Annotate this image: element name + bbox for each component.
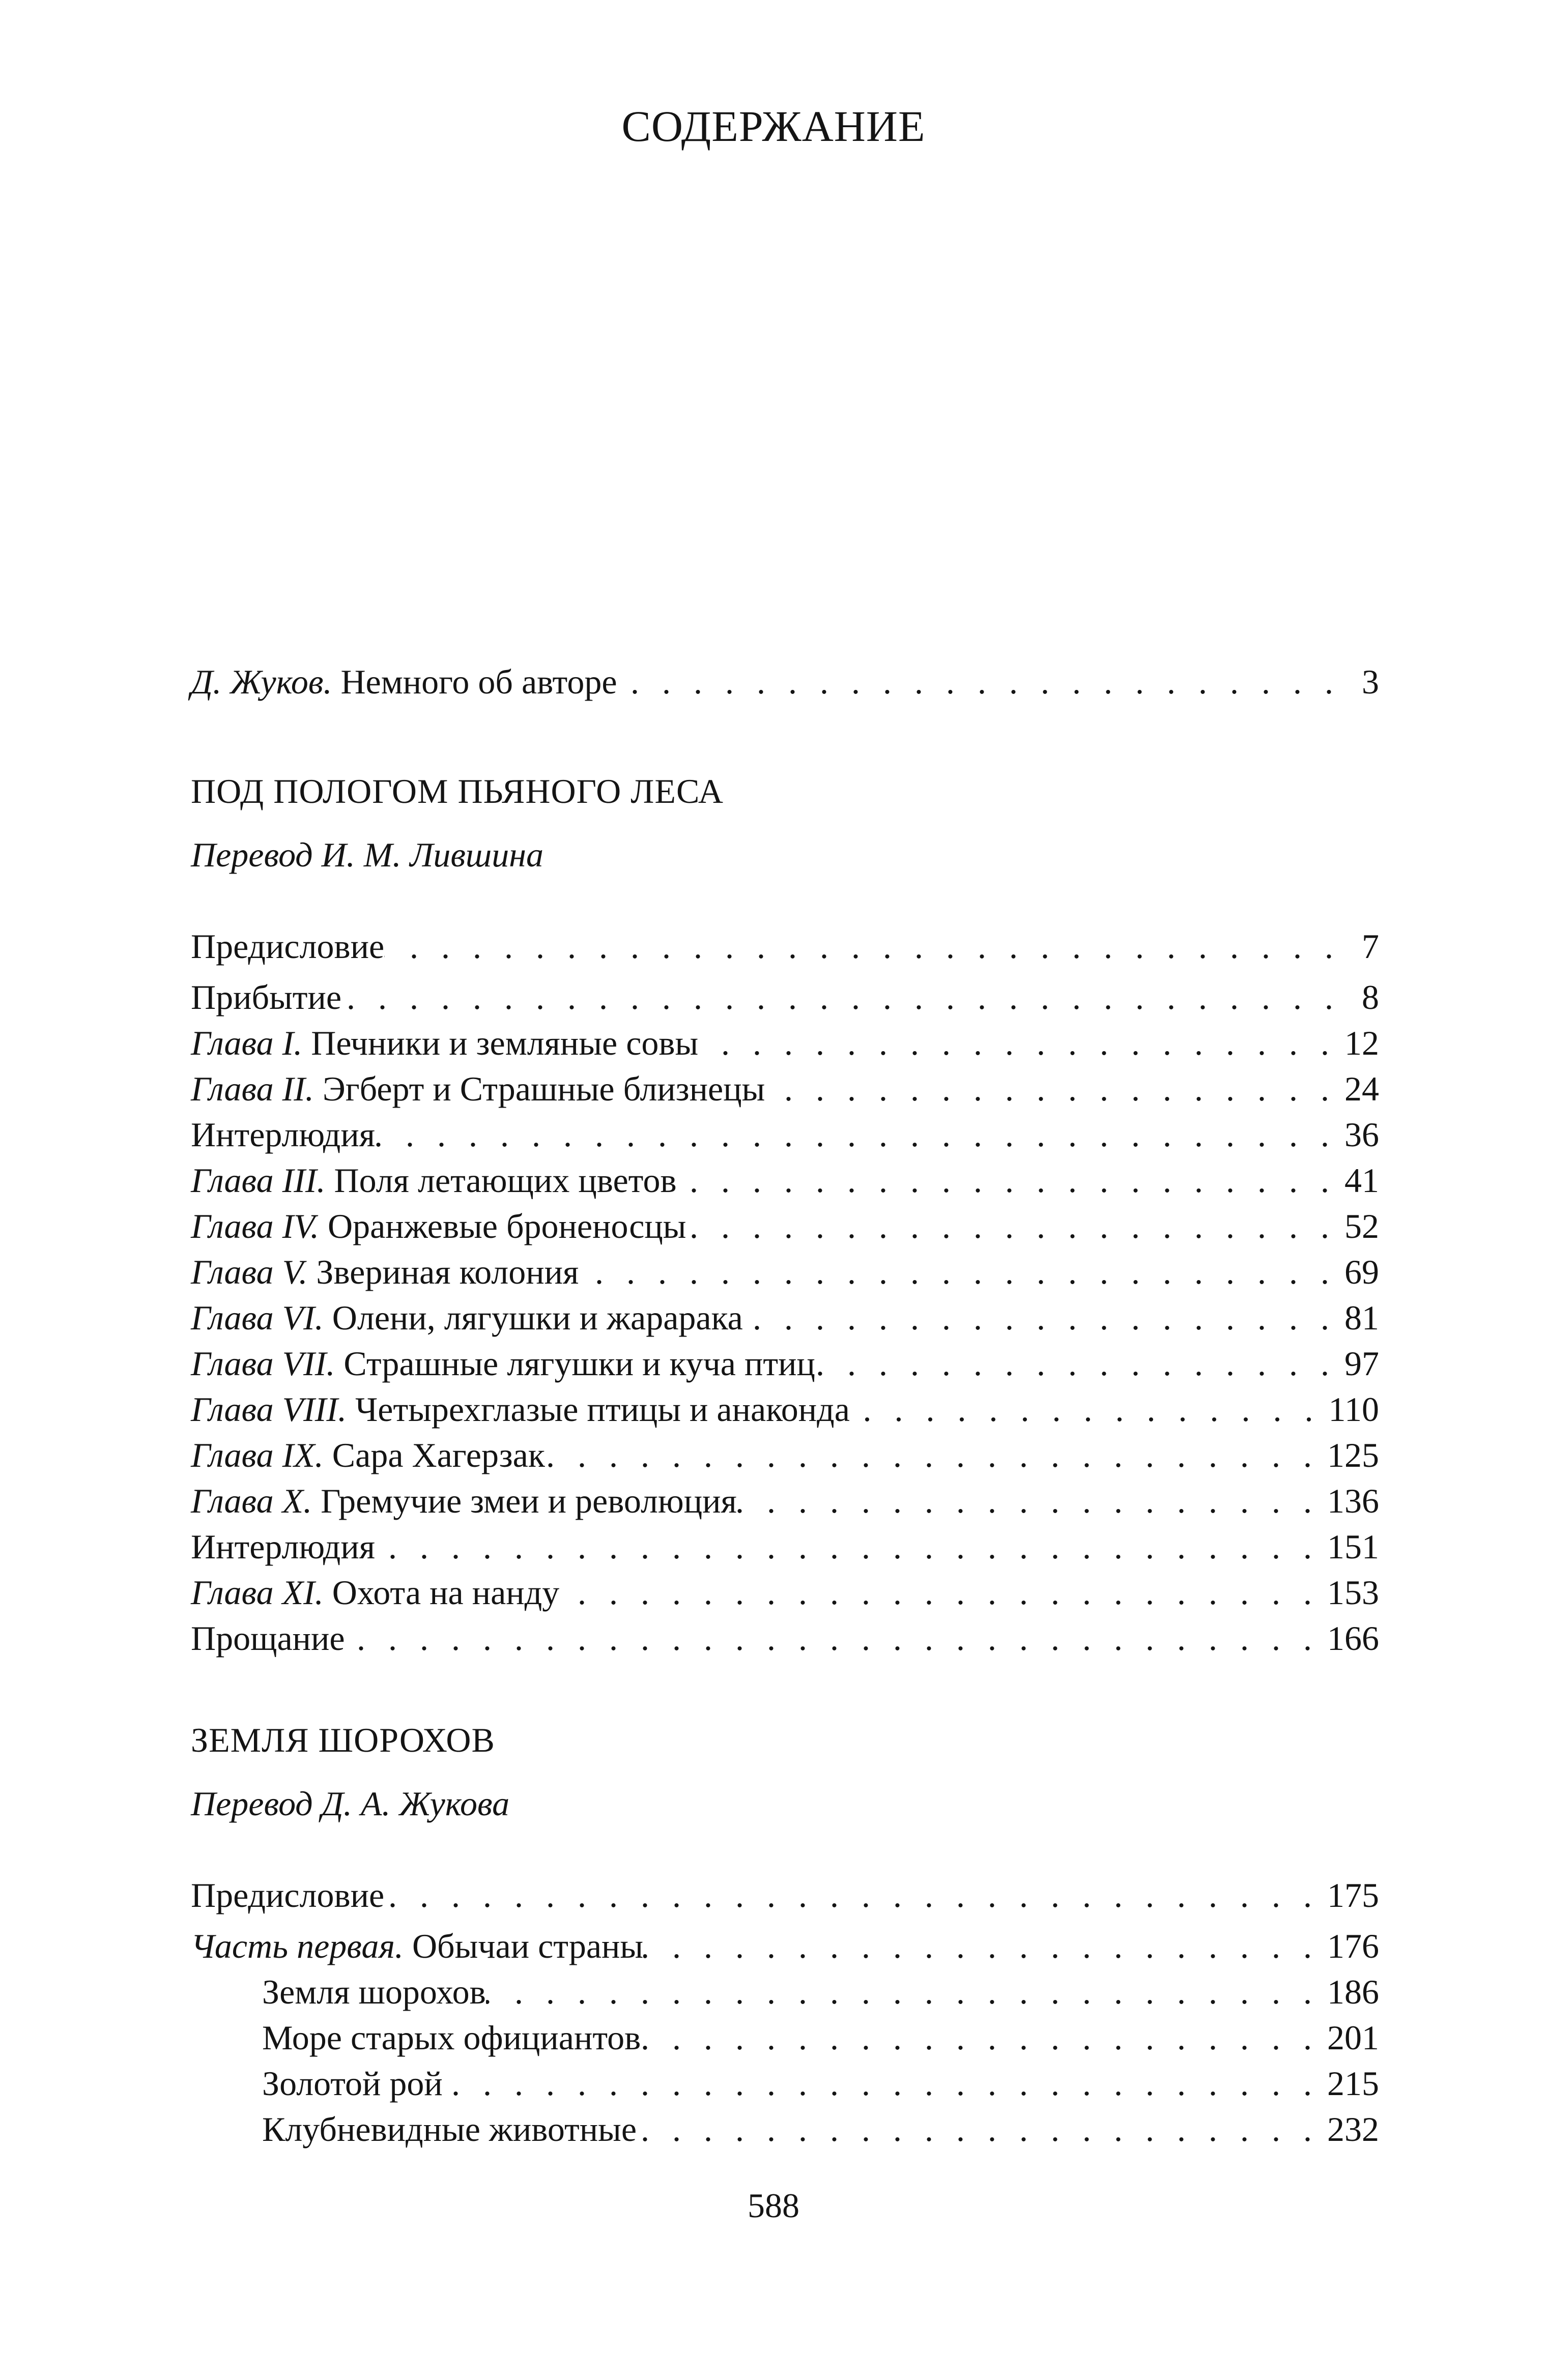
section-translator: Перевод И. М. Лившина <box>191 835 543 874</box>
dot-leader <box>579 1249 1344 1295</box>
toc-entry-intro <box>191 659 1379 705</box>
entry-title: Земля шорохов <box>262 1972 486 2011</box>
entry-page-number: 52 <box>1344 1207 1379 1245</box>
entry-author: Д. Жуков. <box>191 662 332 701</box>
entry-label <box>191 1570 559 1615</box>
entry-title: Прощание <box>191 1619 345 1658</box>
entry-title: Золотой рой <box>262 2064 443 2103</box>
entry-prefix: Глава VI. <box>191 1298 324 1337</box>
dot-leader <box>384 923 1349 969</box>
entry-page-number: 201 <box>1327 2018 1379 2057</box>
entry-label <box>191 1969 486 2015</box>
dot-leader <box>737 1478 1327 1524</box>
entry-page-number: 175 <box>1327 1876 1379 1914</box>
entry-title: Предисловие <box>191 927 385 966</box>
dot-leader <box>559 1570 1327 1615</box>
entry-label <box>191 1249 579 1295</box>
entry-page-number: 153 <box>1327 1573 1379 1612</box>
entry-label <box>191 1615 345 1661</box>
entry-title: Прибытие <box>191 978 342 1017</box>
page-title: СОДЕРЖАНИЕ <box>621 102 926 151</box>
entry-title: Обычаи страны <box>412 1927 644 1965</box>
entry-page-number: 97 <box>1344 1344 1379 1383</box>
entry-prefix: Глава VIII. <box>191 1390 347 1429</box>
entry-label <box>191 1295 743 1341</box>
entry-prefix: Часть первая. <box>191 1927 404 1965</box>
dot-leader <box>765 1066 1344 1112</box>
toc-entry <box>191 1478 1379 1524</box>
dot-leader <box>743 1295 1344 1341</box>
entry-title: Гремучие змеи и революция <box>321 1482 737 1520</box>
toc-entry <box>191 1872 1379 1918</box>
entry-label <box>191 1203 686 1249</box>
entry-label <box>191 1478 737 1524</box>
entry-label <box>191 1432 545 1478</box>
entry-title: Звериная колония <box>316 1253 579 1291</box>
dot-leader <box>698 1020 1344 1066</box>
entry-page-number: 81 <box>1344 1298 1379 1337</box>
entry-prefix: Глава IV. <box>191 1207 320 1245</box>
dot-leader <box>375 1524 1327 1570</box>
entry-page-number: 110 <box>1328 1390 1379 1429</box>
dot-leader <box>643 1923 1327 1969</box>
entry-title: Интерлюдия <box>191 1527 376 1566</box>
entry-prefix: Глава I. <box>191 1024 303 1062</box>
toc-entry <box>191 1524 1379 1570</box>
entry-label <box>191 1872 384 1918</box>
entry-title: Эгберт и Страшные близнецы <box>322 1069 765 1108</box>
dot-leader <box>486 1969 1327 2015</box>
entry-label <box>191 1923 643 1969</box>
entry-prefix: Глава V. <box>191 1253 308 1291</box>
entry-label <box>191 659 617 705</box>
entry-label <box>191 974 341 1020</box>
entry-title: Интерлюдия <box>191 1115 376 1154</box>
entry-page-number: 215 <box>1327 2064 1379 2103</box>
entry-title: Сара Хагерзак <box>332 1436 545 1474</box>
entry-label <box>191 2015 641 2060</box>
toc-entry <box>191 2060 1379 2106</box>
dot-leader <box>345 1615 1327 1661</box>
entry-prefix: Глава X. <box>191 1482 312 1520</box>
toc-entry <box>191 1615 1379 1661</box>
entry-label <box>191 1112 375 1157</box>
entry-title: Поля летающих цветов <box>334 1161 677 1200</box>
dot-leader <box>341 974 1349 1020</box>
toc-entry <box>191 2106 1379 2152</box>
entry-prefix: Глава XI. <box>191 1573 324 1612</box>
entry-prefix: Глава III. <box>191 1161 326 1200</box>
toc-entry <box>191 1386 1379 1432</box>
dot-leader <box>677 1157 1344 1203</box>
toc-entry <box>191 1157 1379 1203</box>
dot-leader <box>686 1203 1344 1249</box>
entry-page-number: 41 <box>1344 1161 1379 1200</box>
entry-title: Море старых официантов <box>262 2018 641 2057</box>
entry-label <box>191 1066 765 1112</box>
toc-entry <box>191 1249 1379 1295</box>
toc-entry <box>191 1432 1379 1478</box>
dot-leader <box>384 1872 1327 1918</box>
entry-page-number: 136 <box>1327 1482 1379 1520</box>
entry-label <box>191 1157 677 1203</box>
entry-page-number: 3 <box>1362 662 1379 701</box>
entry-title: Охота на нанду <box>332 1573 560 1612</box>
toc-entry <box>191 1020 1379 1066</box>
toc-entry <box>191 1570 1379 1615</box>
entry-page-number: 166 <box>1327 1619 1379 1658</box>
entry-title: Предисловие <box>191 1876 385 1914</box>
entry-page-number: 69 <box>1344 1253 1379 1291</box>
entry-title: Печники и земляные совы <box>311 1024 699 1062</box>
toc-entry <box>191 1295 1379 1341</box>
entry-title: Олени, лягушки и жарарака <box>332 1298 743 1337</box>
toc-entry <box>191 1969 1379 2015</box>
entry-title: Страшные лягушки и куча птиц <box>343 1344 815 1383</box>
entry-page-number: 24 <box>1344 1069 1379 1108</box>
entry-prefix: Глава II. <box>191 1069 314 1108</box>
entry-title: Клубневидные животные <box>262 2110 637 2149</box>
entry-label <box>191 1386 850 1432</box>
toc-entry <box>191 1203 1379 1249</box>
toc-entry <box>191 1112 1379 1157</box>
dot-leader <box>443 2060 1327 2106</box>
dot-leader <box>641 2015 1327 2060</box>
toc-entry <box>191 1341 1379 1386</box>
entry-page-number: 151 <box>1327 1527 1379 1566</box>
entry-label <box>191 2106 637 2152</box>
dot-leader <box>375 1112 1344 1157</box>
toc-entry <box>191 1066 1379 1112</box>
entry-page-number: 232 <box>1327 2110 1379 2149</box>
entry-page-number: 176 <box>1327 1927 1379 1965</box>
entry-label <box>191 923 384 969</box>
section-translator: Перевод Д. А. Жукова <box>191 1784 510 1823</box>
toc-entry <box>191 923 1379 969</box>
entry-prefix: Глава IX. <box>191 1436 324 1474</box>
toc-entry <box>191 1923 1379 1969</box>
entry-prefix: Глава VII. <box>191 1344 335 1383</box>
section-title: ПОД ПОЛОГОМ ПЬЯНОГО ЛЕСА <box>191 772 724 810</box>
entry-page-number: 8 <box>1362 978 1379 1017</box>
dot-leader <box>815 1341 1344 1386</box>
entry-title: Немного об авторе <box>340 662 617 701</box>
entry-page-number: 36 <box>1344 1115 1379 1154</box>
entry-page-number: 186 <box>1327 1972 1379 2011</box>
entry-page-number: 125 <box>1327 1436 1379 1474</box>
dot-leader <box>637 2106 1327 2152</box>
entry-page-number: 12 <box>1344 1024 1379 1062</box>
entry-title: Четырехглазые птицы и анаконда <box>355 1390 850 1429</box>
entry-title: Оранжевые броненосцы <box>328 1207 686 1245</box>
entry-label <box>191 1341 815 1386</box>
entry-label <box>191 1524 375 1570</box>
entry-page-number: 7 <box>1362 927 1379 966</box>
dot-leader <box>545 1432 1327 1478</box>
toc-entry <box>191 974 1379 1020</box>
entry-label <box>191 2060 443 2106</box>
toc-entry <box>191 2015 1379 2060</box>
page-number: 588 <box>748 2186 799 2225</box>
entry-label <box>191 1020 698 1066</box>
dot-leader <box>617 659 1349 705</box>
dot-leader <box>850 1386 1329 1432</box>
section-title: ЗЕМЛЯ ШОРОХОВ <box>191 1721 495 1759</box>
